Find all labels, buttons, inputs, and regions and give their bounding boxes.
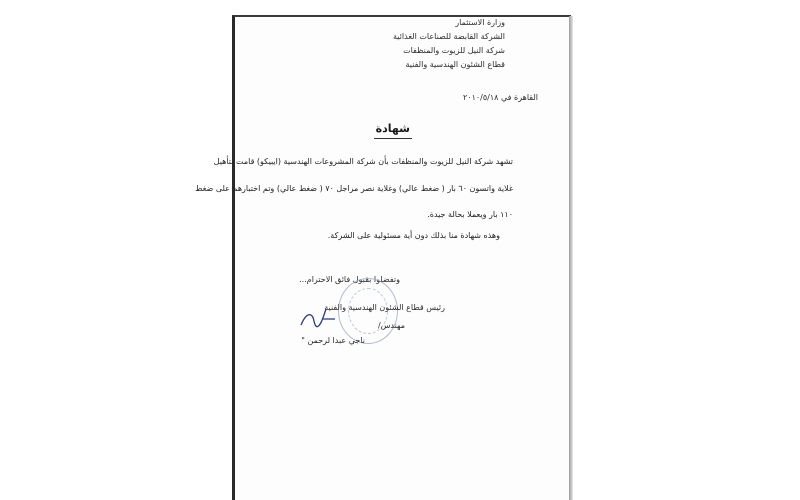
page-edge-shadow [569,16,573,500]
body-line: غلاية واتسون ٦٠ بار ( ضغط عالي) وغلاية نصر مراجل ٧٠ ( ضغط عالي) وتم اختبارهم على ضغط [195,184,513,193]
scanned-document-page [232,15,571,500]
letterhead-line: شركة النيل للزيوت والمنظفات [403,46,505,55]
signatory-title: مهندس/ [377,321,405,330]
title-underline [374,138,412,139]
body-line: ١١٠ بار ويعملا بحالة جيدة. [427,210,513,219]
closing-line: وتفضلوا بقبول فائق الاحترام... [299,275,400,284]
signatory-role: رئيس قطاع الشئون الهندسية والفنية [324,303,445,312]
signatory-name: ناجي عبدا لرحمن " [301,336,365,345]
letterhead-line: وزارة الاستثمار [455,18,505,27]
document-title: شهادة [375,122,410,135]
body-line: تشهد شركة النيل للزيوت والمنظفات بأن شركة المشروعات الهندسية (ايبيكو) قامت بتأهيل [213,157,513,166]
document-date: القاهرة في ٢٠١٠/٥/١٨ [462,93,538,102]
body-line: وهذه شهادة منا بذلك دون أية مسئولية على الشركة. [327,231,500,240]
letterhead-line: الشركة القابضة للصناعات الغذائية [392,32,505,41]
letterhead-line: قطاع الشئون الهندسية والفنية [405,60,505,69]
